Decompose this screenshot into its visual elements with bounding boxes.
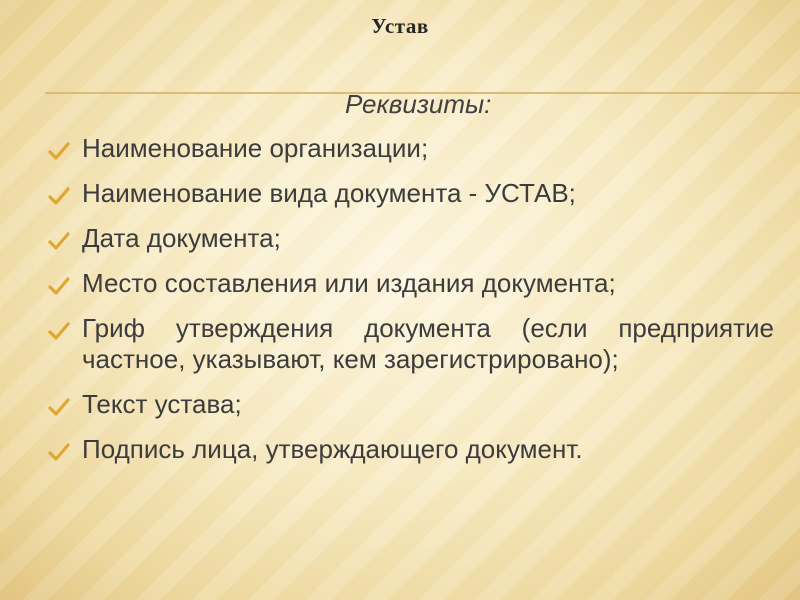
list-item-text: Подпись лица, утверждающего документ. (82, 434, 583, 464)
list-item (48, 223, 774, 254)
checkmark-icon (48, 321, 70, 341)
checkmark-icon (48, 231, 70, 251)
slide-title: Устав (371, 14, 429, 38)
requisites-list (48, 133, 774, 479)
list-item-text: Место составления или издания документа; (82, 268, 616, 298)
slide-subtitle: Реквизиты: (345, 89, 492, 119)
checkmark-icon (48, 397, 70, 417)
list-item-text: Гриф утверждения документа (если предприятие частное, указывают, кем зарегистрировано); (82, 313, 774, 374)
list-item (48, 313, 774, 375)
checkmark-icon (48, 186, 70, 206)
list-item-text: Наименование вида документа - УСТАВ; (82, 178, 576, 208)
checkmark-icon (48, 442, 70, 462)
list-item (48, 133, 774, 164)
list-item-text: Дата документа; (82, 223, 281, 253)
list-item (48, 268, 774, 299)
list-item (48, 434, 774, 465)
list-item (48, 178, 774, 209)
list-item (48, 389, 774, 420)
list-item-text: Наименование организации; (82, 133, 429, 163)
list-item-text: Текст устава; (82, 389, 242, 419)
checkmark-icon (48, 141, 70, 161)
checkmark-icon (48, 276, 70, 296)
